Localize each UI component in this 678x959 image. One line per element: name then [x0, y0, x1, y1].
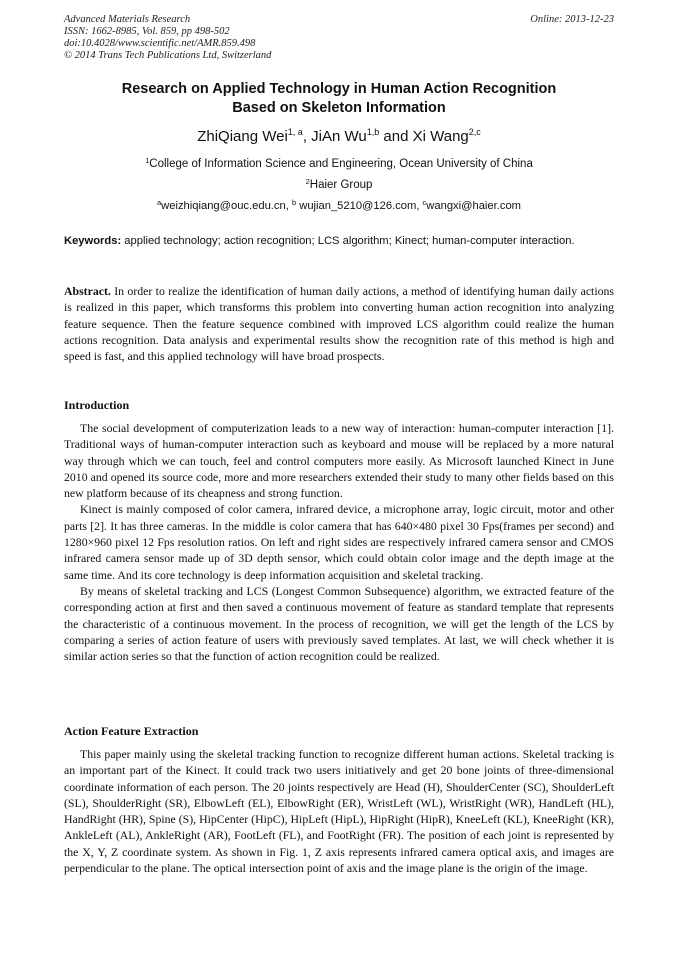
section-heading-feature-extraction: Action Feature Extraction: [64, 724, 199, 738]
keywords-text: applied technology; action recognition; LCS algorithm; Kinect; human-computer interaction.: [121, 235, 575, 247]
affiliation-text: College of Information Science and Engineering, Ocean University of China: [149, 158, 533, 170]
affiliation-mark: 2: [305, 177, 310, 186]
section-heading-introduction: Introduction: [64, 398, 130, 412]
author-name: JiAn Wu: [311, 128, 367, 145]
abstract-label: Abstract.: [64, 284, 111, 298]
abstract-text: In order to realize the identification of human daily actions, a method of identifying human daily actions is realized in this paper, which transforms this problem into converting human action recognition into analyzing feature sequence. Then the feature sequence combined with improved LCS algorithm could realize the human actions recognition. Data analysis and experimental results show the recognition rate of this method is high and speed is fast, and this applied technology will have broad prospects.: [64, 284, 614, 364]
author-name: ZhiQiang Wei: [197, 128, 288, 145]
author-separator: and: [379, 128, 413, 145]
affiliation-mark: 1: [145, 156, 150, 165]
abstract: [64, 283, 614, 364]
author-affiliation-mark: 2,c: [468, 127, 481, 137]
email-mark: a: [157, 198, 162, 207]
author-affiliation-mark: 1, a: [287, 127, 303, 137]
journal-header: [64, 14, 614, 62]
title-line-1: Research on Applied Technology in Human Action Recognition: [121, 81, 557, 97]
author-list: [64, 128, 614, 146]
journal-doi: doi:10.4028/www.scientific.net/AMR.859.498: [64, 38, 256, 49]
author-affiliation-mark: 1,b: [366, 127, 380, 137]
paragraph: By means of skeletal tracking and LCS (Longest Common Subsequence) algorithm, we extracted feature of the corresponding action at first and then saved a continuous movement of feature as standard template that represents the characteristic of a continuous movement. In the process of recognition, we will get the length of the LCS by comparing a series of action feature of users with previously saved templates. At last, we will check whether it is similar action series so that the function of action recognition could be realized.: [64, 583, 614, 664]
affiliation-2: [64, 178, 614, 192]
journal-issn: ISSN: 1662-8985, Vol. 859, pp 498-502: [64, 26, 230, 37]
email-address: wujian_5210@126.com,: [296, 200, 423, 212]
email-line: [64, 199, 614, 213]
keywords-label: Keywords:: [64, 235, 122, 247]
introduction-body: [64, 420, 614, 664]
journal-name: Advanced Materials Research: [64, 14, 191, 25]
paper-title: [64, 80, 614, 118]
affiliation-text: Haier Group: [309, 179, 373, 191]
feature-extraction-body: [64, 746, 614, 876]
paragraph: This paper mainly using the skeletal tracking function to recognize different human actions. Skeletal tracking is an important part of the Kinect. It could track two users initiatively and get 20 bone joints of three-dimensional coordinate information of each person. The 20 joints respectively are Head (H), ShoulderCenter (SC), ShoulderLeft (SL), ShoulderRight (SR), ElbowLeft (EL), ElbowRight (ER), WristLeft (WL), WristRight (WR), HandLeft (HL), HandRight (HR), Spine (S), HipCenter (HipC), HipLeft (HipL), HipRight (HipR), KneeLeft (KL), KneeRight (KR), AnkleLeft (AL), AnkleRight (AR), FootLeft (FL), and FootRight (FR). The position of each joint is represented by the X, Y, Z coordinate system. As shown in Fig. 1, Z axis represents infrared camera optical axis, and images are perpendicular to the plane. The optical intersection point of axis and the image plane is the origin of the image.: [64, 747, 614, 876]
author-separator: ,: [302, 128, 312, 145]
author-name: Xi Wang: [412, 128, 469, 145]
email-mark: c: [422, 198, 427, 207]
keywords: [64, 234, 614, 248]
journal-copyright: © 2014 Trans Tech Publications Ltd, Switzerland: [64, 50, 272, 61]
online-date: Online: 2013-12-23: [530, 14, 614, 25]
affiliation-1: [64, 157, 614, 171]
paragraph: Kinect is mainly composed of color camera, infrared device, a microphone array, logic circuit, motor and other parts [2]. It has three cameras. In the middle is color camera that has 640×480 pixel 30 Fps(frames per second) and 1280×960 pixel 12 Fps resolution ratios. On left and right sides are respectively infrared camera sensor and CMOS infrared camera sensor made up of 3D depth sensor, which could obtain color image and the depth image at the same time. And its core technology is deep information acquisition and skeletal tracking.: [64, 502, 614, 582]
title-line-2: Based on Skeleton Information: [232, 100, 446, 116]
email-address: wangxi@haier.com: [426, 200, 521, 212]
email-address: weizhiqiang@ouc.edu.cn,: [161, 200, 292, 212]
email-mark: b: [291, 198, 297, 207]
paragraph: The social development of computerization leads to a new way of interaction: human-computer interaction [1]. Traditional ways of human-computer interaction such as keyboard and mouse will be replaced by a more natural way through which we can touch, feel and control computers more easily. As Microsoft launched Kinect in June 2010 and opened its source code, more and more researchers extended their study to many other fields based on this new platform because of its cheapness and strong function.: [64, 421, 614, 501]
